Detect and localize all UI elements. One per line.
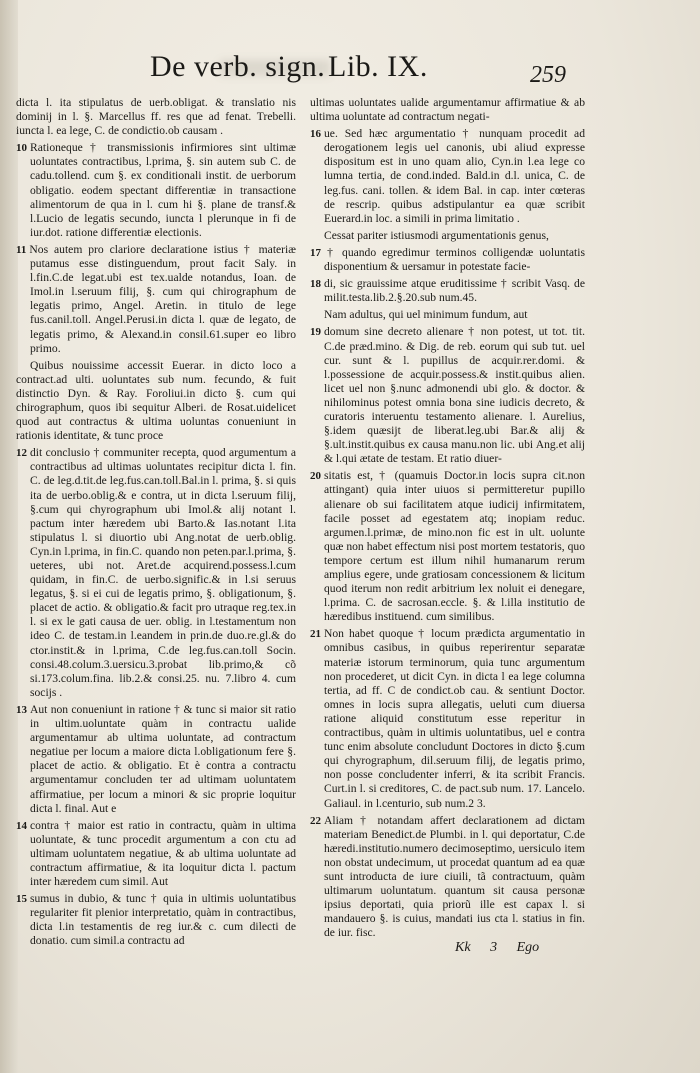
paragraph: [310, 127, 585, 226]
paragraph: [16, 96, 296, 138]
section-number: 19: [310, 326, 321, 339]
paragraph: [310, 627, 585, 810]
paragraph: [16, 141, 296, 240]
paragraph: [310, 246, 585, 274]
paragraph-text: ue. Sed hæc argumentatio † nunquam procedit ad derogationem legis uel canonis, ubi aliud expresse dispositum est in uno quam alio, Cyn.in l.ea lege co lumna tertia, de cond.inded. Bald.in d.l. unica, C. de leg.fus. cani. tollen. & idem Bal. in cap. inter cœteras de rescrip. quibus adstipulantur ea quæ scribit Euerard.in loc. a simili in prima limitatio .: [324, 127, 585, 225]
folio-number: 259: [530, 62, 566, 88]
paragraph-text: Quibus nouissime accessit Euerar. in dicto loco a contract.ad ulti. uoluntates sub num. fecundo, & fuit distinctio Dyn. & Ray. Foroliui.in dicto §. cum qui chirographum, quos ibi sequitur Alberi. de Rosat.uidelicet quod aut contractus & ultima uoluntas conueniunt in rationis identitate, & tunc proce: [16, 358, 296, 443]
paragraph: [310, 229, 585, 243]
section-number: 15: [16, 893, 27, 906]
paragraph: [310, 469, 585, 624]
left-column: [16, 96, 296, 952]
section-number: 17: [310, 246, 321, 259]
paragraph-text: Cessat pariter istiusmodi argumentationis genus,: [324, 228, 549, 242]
paragraph: [310, 96, 585, 124]
signature-mark: Kk: [455, 940, 471, 955]
section-number: 21: [310, 628, 321, 641]
paragraph-text: Nam adultus, qui uel minimum fundum, aut: [324, 308, 528, 322]
paragraph-text: Aut non conueniunt in ratione † & tunc si maior sit ratio in ultim.uoluntate quàm in contractu ualide argumentamur ab ultima uoluntate, ad contractum negatiue per locum a maiore dicta l.obligationum fere §. placet de actio. & obligatio. Et è contra a contractu argumentamur concluden ter ad ultimam uoluntatem affirmatiue, per locum a minori & sic proprie loquitur dicta l. final. Aut e: [30, 702, 296, 815]
paragraph-text: sumus in dubio, & tunc † quia in ultimis uoluntatibus regulariter fit plenior interpretatio, quàm in contractibus, dicta l.in testamentis de reg iur.& c. cum dilecti de donatio. cum simil.a contractu ad: [30, 892, 296, 948]
running-head: [150, 50, 590, 90]
paragraph-text: Aliam † notandam affert declarationem ad dictam materiam Benedict.de Plumbi. in l. qui deportatur, C.de hæredi.institutio.numero decimoseptimo, uersiculo item non obstat undecimum, ut procedat quantum ad ea quæ sunt introducta de iure ciuili, tã contractuum, quàm ultimarum uoluntatum. quantum sit causa personæ ipsius deportati, quia priorũ ille est capax l. si mandauero §. is cuius, mandati ius cta l. statius in fin. de iur. fisc.: [324, 813, 585, 940]
paragraph-text: † quando egredimur terminos colligendæ uoluntatis disponentium & uersamur in potestate facie-: [324, 245, 585, 274]
section-number: 16: [310, 128, 321, 141]
paragraph-text: ultimas uoluntates ualide argumentamur affirmatiue & ab ultima uoluntate ad contractum negati-: [310, 96, 585, 124]
paragraph: [16, 892, 296, 948]
section-number: 11: [16, 243, 27, 256]
section-number: 18: [310, 278, 321, 291]
section-number: 14: [16, 819, 27, 832]
paragraph: [16, 243, 296, 356]
catchword: Ego: [516, 940, 540, 955]
signature-number: 3: [490, 940, 498, 955]
section-number: 20: [310, 470, 321, 483]
paragraph: [310, 277, 585, 305]
paragraph-text: di, sic grauissime atque eruditissime † scribit Vasq. de milit.testa.lib.2.§.20.sub num.45.: [324, 277, 585, 305]
section-number: 12: [16, 447, 27, 460]
page-footer: [455, 940, 555, 956]
paragraph-text: sitatis est, † (quamuis Doctor.in locis supra cit.non attingant) quia inter uiuos si permitteretur pupillo alienare ob sui facilitatem atque iudicij infirmitatem, facile posset ad egestatem atq; inopiam reduc. argumen.l.primæ, de mino.non fic est in ult. uolunte quæ non habet effectum nisi post mortem testatoris, quo tempore certum est illum nihil humanarum rerum amplius egere, unde gratiosam concessionem & licitum quod iterum non redit arbitrium lex noluit ei denegare, l.prima. C. de sacrosan.eccle. §. & l.illa institutio de hæredibus instituend. cum similibus.: [324, 469, 585, 624]
paragraph: [310, 814, 585, 941]
section-number: 13: [16, 703, 27, 716]
paragraph: [16, 703, 296, 816]
running-head-book: Lib. IX.: [328, 50, 428, 83]
paragraph-text: Rationeque † transmissionis infirmiores sint ultimæ uoluntates contractibus, l.prima, §. sin autem sub C. de cadu.tollend. cum §. ex conditionali instit. de uerborum obligatio. eodem spectant differentiæ in transactione alimentorum de qua in l. cum hi §. plane de transf.& l.Lucio de legatis secundo, iuncta l plerunque in fi de iur.dot. ratione differentiæ electionis.: [30, 141, 296, 239]
paragraph-text: dicta l. ita stipulatus de uerb.obligat. & translatio nis dominij in l. §. Marcellus ff. res que ad fenat. Trebelli. iuncta l. ea lege, C. de condictio.ob causam .: [16, 96, 296, 138]
section-number: 22: [310, 814, 321, 827]
paragraph: [310, 308, 585, 322]
paragraph: [16, 819, 296, 889]
paragraph-text: contra † maior est ratio in contractu, quàm in ultima uoluntate, & tunc procedit argumentum a con ctu ad ultimam uoluntatem negatiue, & ab ultima uoluntate ad contractum affirmatiue, & ita loquitur dicta l. pactum inter hæredem cum simil. Aut: [30, 818, 296, 889]
paragraph: [16, 446, 296, 700]
paragraph-text: dit conclusio † communiter recepta, quod argumentum a contractibus ad ultimas uoluntates recipitur dicta l. fin. C. de leg.d.tit.de leg.fus.can.toll.Bal.in l. prima, §. si quis ita de uerbo.oblig.& e contra, ut in dicta l.seruum filij, §.cum qui chyrographum ubi Imol.& alij notant l. pactum inter hæredem ubi Barto.& Ias.notant l.ita stipulatus l. si diuortio ubi Ang.notat de uerb.oblig. Cyn.in l.prima, in fin.C. quando non peten.par.l.prima, §. ueteres, ubi not. Aret.de acquirend.possess.l.cum quidam, in fin.C. de uerbo.signific.& in l.si seruus legatus, §. si ei cui de legatis primo, §. obligationum, §. placet de actio. & obligatio.& facit pro utraque reg.tex.in l. si ex le gati causa de uer. oblig. in l.testamentum non ideo C. de testam.in l.eandem in prin.de duo.re.gl.& do ctor.instit.& in l.prima, C.de leg.fus.can.toll Socin. consi.48.colum.3.uersicu.3.probat lib.primo,& cõ si.173.colum.fina. lib.2.& consi.25. nu. 7.libro 4. cum socijs .: [30, 446, 296, 699]
paragraph-text: Non habet quoque † locum prædicta argumentatio in omnibus casibus, in quibus reperirentur separatæ materiæ istorum terminorum, quia tunc argumentum non procederet, ut dicit Cyn. in dicta l ea lege columna tertia, ad ff. C de condict.ob cau. & sentiunt Doctor. omnes in locis supra allegatis, ueluti cum diuersa ratione aliquid constitutum esse reperitur in contractibus, quàm in ultimis uoluntatibus, uel e contra tunc enim absolute concludunt Doctores in dicto §.cum qui chyrographum, dil.seruum filij, de legatis primo, non posse concludenter inferri, & ita scribit Francis. Curt.in l. si creditores, C. de pact.sub num. 17. Lancelo. Galiaul. in l.centurio, sub num.2 3.: [324, 627, 585, 810]
paragraph: [16, 359, 296, 444]
running-head-title: De verb. sign.: [150, 50, 326, 83]
paragraph-text: Nos autem pro clariore declaratione istius † materiæ putamus esse distinguendum, prout facit Saly. in l.fin.C.de legat.ubi est tex.ualde notandus, Ioan. de Imol.in l.seruum filij, §. cum qui chirographum de legatis primo, Angel. Aretin. in titulo de lege fus.canil.toll. Angel.Perusi.in dicta l. quæ de legato, de legatis primo, & Alexand.in consil.61.super eo libro primo.: [29, 242, 296, 355]
right-column: [310, 96, 585, 943]
section-number: 10: [16, 142, 27, 155]
paragraph-text: domum sine decreto alienare † non potest, ut tot. tit. C.de præd.mino. & Dig. de reb. eorum qui sub tut. uel cur. sunt & l. pupillus de acquir.rer.domi. & l.possessione de acquir.possess.& instit.quibus alien. licet uel non §.nunc admonendi ubi glo. & doctor. & nihilominus potest omnia bona sine iudicis decreto, & curatoris interuentu testamento alienare. l. Aurelius, §.idem quæsijt de liberat.leg.ubi Bar.& alij & §.ult.instit.quibus ex causa manu.non lic. ubi Ang.et alij & l.qui ætate de testam. Et ratio diuer-: [324, 325, 585, 466]
paragraph: [310, 325, 585, 466]
